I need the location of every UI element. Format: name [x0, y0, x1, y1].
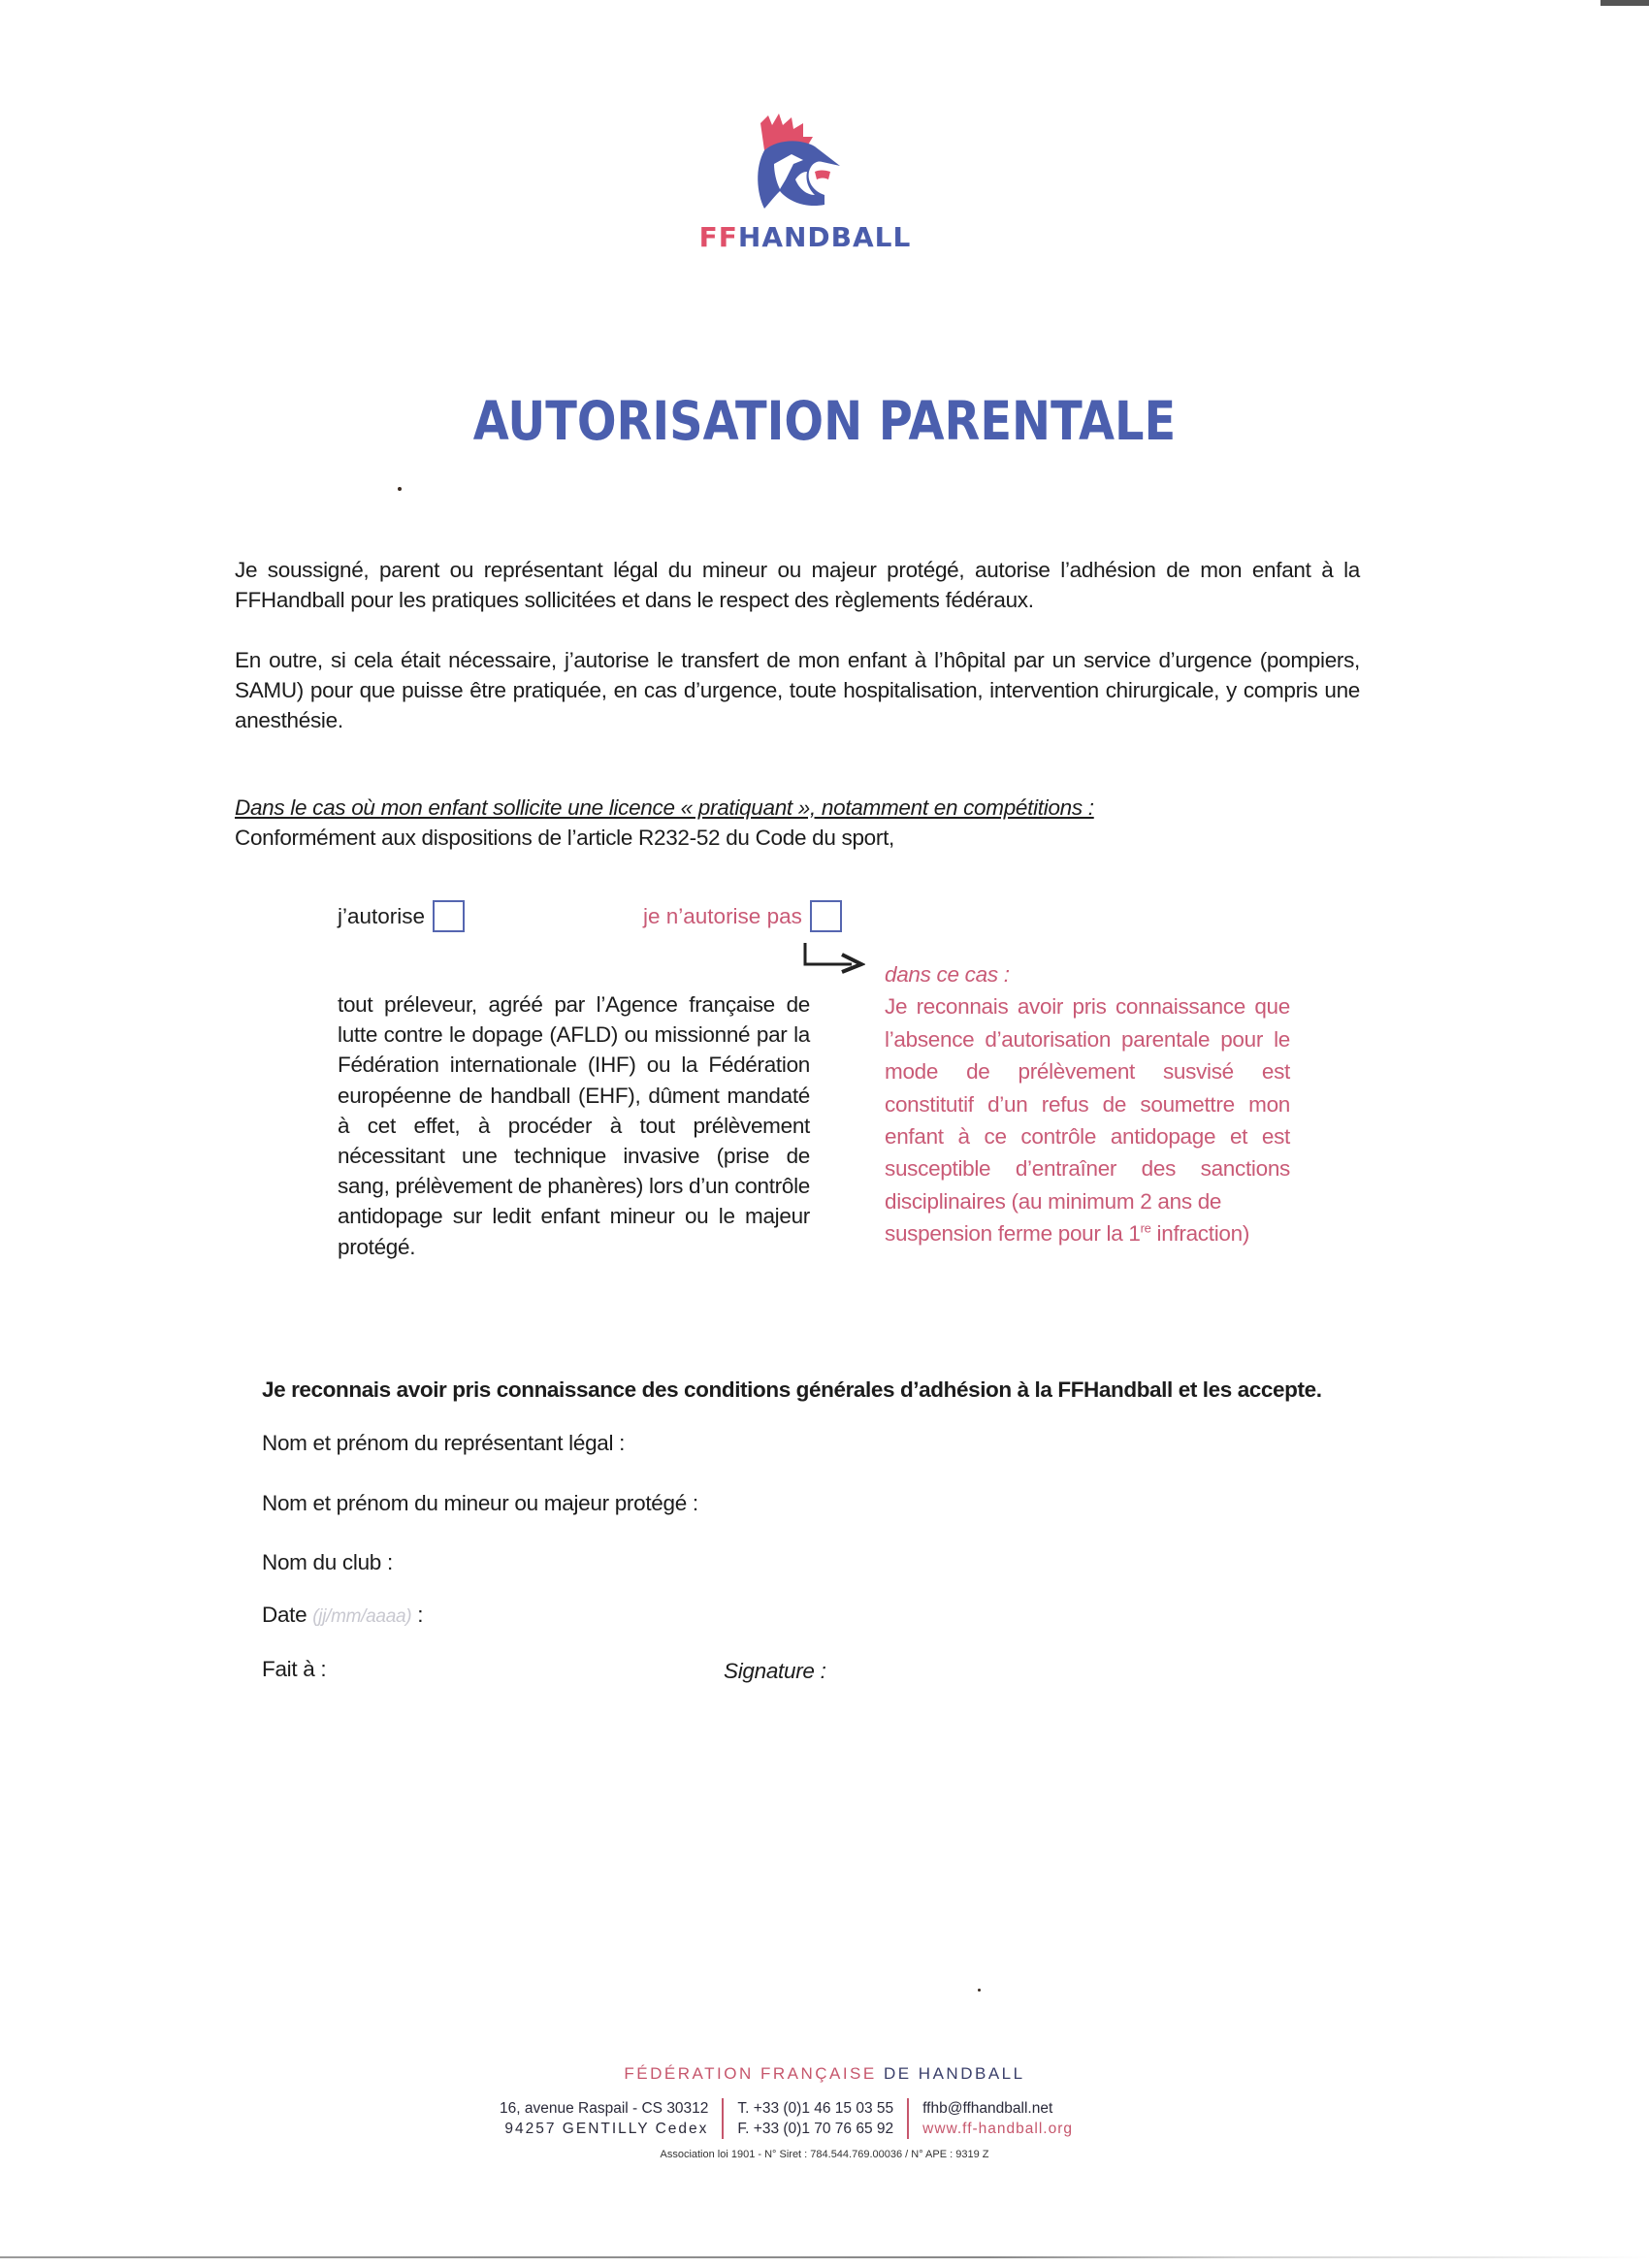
legal-representative-field[interactable] — [262, 1431, 625, 1456]
footer-title-red: FÉDÉRATION FRANÇAISE — [624, 2064, 877, 2083]
authorize-description: tout préleveur, agréé par l’Agence française de lutte contre le dopage (AFLD) ou missionné par la Fédération internationale (IHF) ou la Fédération européenne de handball (EHF), dûment mandaté à cet effet, à procéder à tout prélèvement nécessitant une technique invasive (prise de sang, prélèvement de phanères) lors d’un contrôle antidopage sur ledit enfant mineur ou le majeur protégé. — [338, 992, 810, 1259]
footer-contact-block — [500, 2098, 1086, 2139]
footer-email-link[interactable]: ffhb@ffhandball.net — [922, 2100, 1053, 2117]
page-title: AUTORISATION PARENTALE — [472, 390, 1177, 452]
authorize-option[interactable] — [338, 900, 465, 932]
refuse-label: je n’autorise pas — [643, 903, 802, 928]
licence-section-heading: Dans le cas où mon enfant sollicite une licence « pratiquant », notamment en compétitions : — [235, 795, 1094, 820]
hospital-transfer-paragraph: En outre, si cela était nécessaire, j’autorise le transfert de mon enfant à l’hôpital par un service d’urgence (pompiers, SAMU) pour que puisse être pratiquée, en cas d’urgence, toute hospitalisation, intervention chirurgicale, y compris une anesthésie. — [235, 648, 1360, 732]
signature-label: Signature : — [724, 1659, 826, 1683]
refuse-description — [885, 958, 1290, 1250]
refuse-option[interactable] — [643, 900, 842, 932]
refuse-case-heading: dans ce cas : — [885, 962, 1010, 987]
place-field[interactable] — [262, 1657, 326, 1682]
footer-online-block — [907, 2098, 1086, 2139]
authorize-label: j’autorise — [338, 903, 426, 928]
club-name-field[interactable] — [262, 1550, 393, 1575]
refuse-case-text: Je reconnais avoir pris connaissance que l’absence d’autorisation parentale pour le mode de prélèvement susvisé est constitutif d’un refus de soumettre mon enfant à ce contrôle antidopage et est susceptible d’entraîner des sanctions disciplinaires (au minimum 2 ans de — [885, 994, 1290, 1214]
ffhandball-wordmark — [679, 221, 931, 253]
place-label: Fait à : — [262, 1657, 327, 1681]
footer-address — [500, 2098, 722, 2139]
footer-phone-block — [722, 2098, 907, 2139]
scan-speck — [398, 487, 402, 491]
arrow-right-icon — [801, 941, 865, 976]
refuse-last-suffix: infraction) — [1150, 1221, 1250, 1247]
authorize-checkbox[interactable] — [433, 900, 465, 932]
footer-address-line2: 94257 GENTILLY Cedex — [504, 2121, 709, 2137]
scan-speck — [978, 1989, 981, 1992]
date-colon: : — [417, 1603, 424, 1627]
scan-bottom-edge — [0, 2256, 1649, 2258]
minor-name-field[interactable] — [262, 1491, 698, 1516]
legal-representative-label: Nom et prénom du représentant légal : — [262, 1431, 626, 1455]
club-name-label: Nom du club : — [262, 1550, 393, 1574]
refuse-last-prefix: suspension ferme pour la 1 — [885, 1221, 1141, 1247]
acceptance-statement: Je reconnais avoir pris connaissance des conditions générales d’adhésion à la FFHandball et les accepte. — [262, 1377, 1322, 1402]
footer-federation-name — [0, 2064, 1649, 2084]
ffhandball-rooster-logo-icon — [747, 112, 863, 223]
date-format-hint: (jj/mm/aaaa) — [312, 1606, 412, 1627]
date-label: Date — [262, 1603, 307, 1627]
scan-edge-artifact — [1600, 0, 1649, 6]
date-field[interactable] — [262, 1603, 423, 1628]
wordmark-handball: HANDBALL — [737, 221, 912, 253]
footer-website-link[interactable]: www.ff-handball.org — [922, 2121, 1073, 2137]
footer-fax: F. +33 (0)1 70 76 65 92 — [737, 2121, 894, 2137]
wordmark-ff: FF — [698, 221, 738, 253]
footer-address-line1: 16, avenue Raspail - CS 30312 — [500, 2100, 709, 2117]
membership-authorization-paragraph: Je soussigné, parent ou représentant légal du mineur ou majeur protégé, autorise l’adhésion de mon enfant à la FFHandball pour les pratiques sollicitées et dans le respect des règlements fédéraux. — [235, 558, 1360, 612]
refuse-checkbox[interactable] — [810, 900, 842, 932]
footer-phone: T. +33 (0)1 46 15 03 55 — [737, 2100, 894, 2117]
footer-title-blue: DE HANDBALL — [876, 2064, 1025, 2083]
minor-name-label: Nom et prénom du mineur ou majeur protégé : — [262, 1491, 698, 1515]
signature-field[interactable] — [724, 1659, 826, 1684]
article-reference: Conformément aux dispositions de l’article R232-52 du Code du sport, — [235, 826, 894, 850]
footer-legal-info: Association loi 1901 - N° Siret : 784.544.769.00036 / N° APE : 9319 Z — [660, 2149, 989, 2160]
refuse-case-last-line — [885, 1217, 1290, 1249]
ordinal-superscript: re — [1140, 1220, 1151, 1236]
